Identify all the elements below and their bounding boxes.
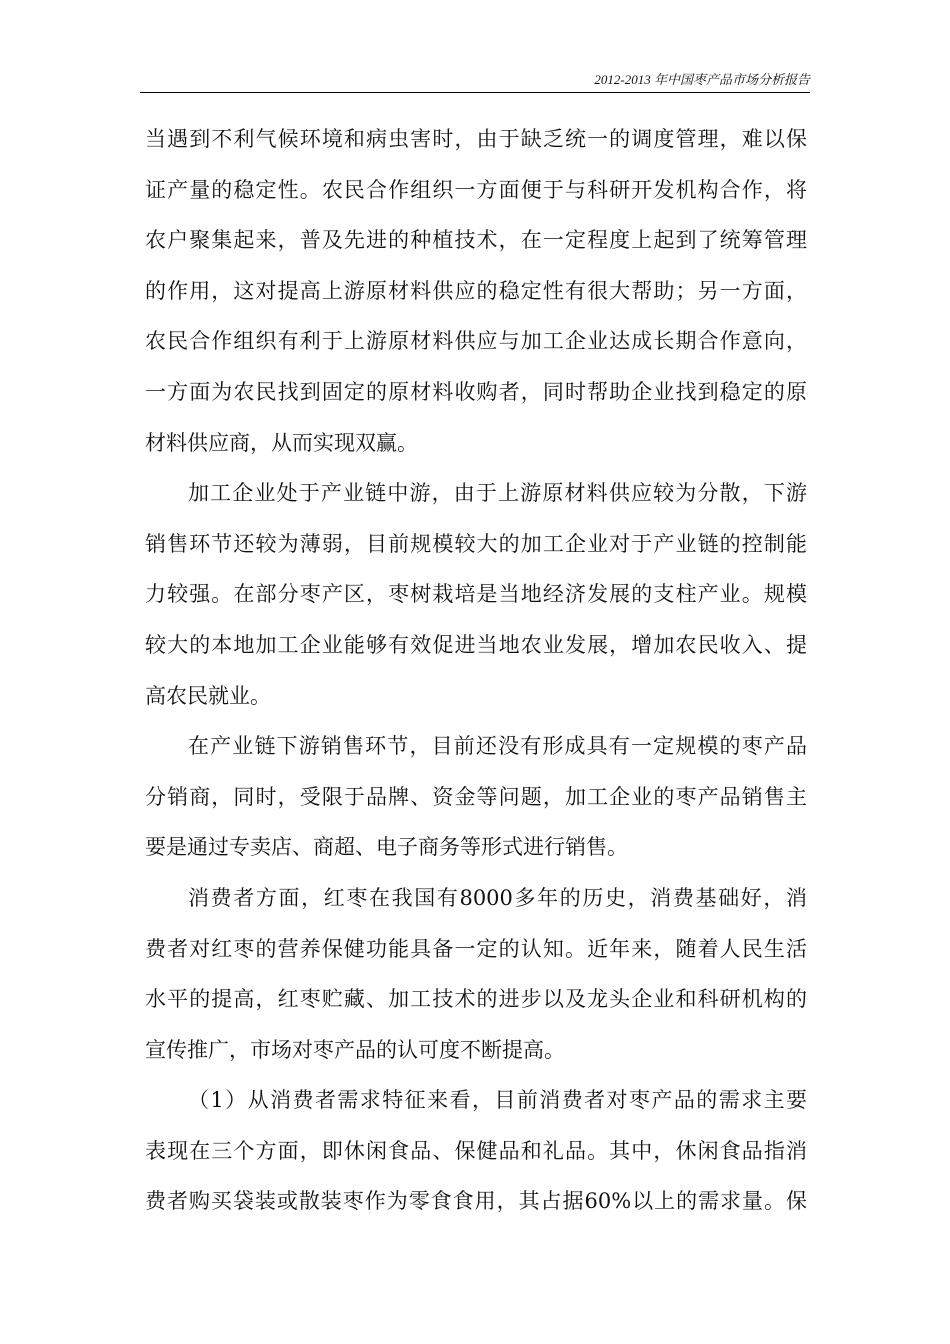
text-line: 高农民就业。 [145,683,271,708]
text-line: 农户聚集起来，普及先进的种植技术，在一定程度上起到了统筹管理 [145,228,807,253]
text-line: 当遇到不利气候环境和病虫害时，由于缺乏统一的调度管理，难以保 [145,127,807,151]
text-line: 证产量的稳定性。农民合作组织一方面便于与科研开发机构合作，将 [145,177,807,202]
text-line: 消费者方面，红枣在我国有8000多年的历史，消费基础好，消 [188,885,807,910]
document-body [145,114,807,1227]
text-line: 销售环节还较为薄弱，目前规模较大的加工企业对于产业链的控制能 [145,531,807,556]
text-line: 水平的提高，红枣贮藏、加工技术的进步以及龙头企业和科研机构的 [145,987,807,1012]
text-line: 材料供应商，从而实现双赢。 [145,430,418,455]
header-title: 2012-2013 年中国枣产品市场分析报告 [594,72,810,87]
text-line: 较大的本地加工企业能够有效促进当地农业发展，增加农民收入、提 [145,632,807,657]
text-line: 表现在三个方面，即休闲食品、保健品和礼品。其中，休闲食品指消 [145,1138,807,1163]
text-line: 在产业链下游销售环节，目前还没有形成具有一定规模的枣产品 [188,734,807,759]
page-header [140,72,810,93]
text-line: 的作用，这对提高上游原材料供应的稳定性有很大帮助；另一方面， [145,278,807,303]
text-line: 力较强。在部分枣产区，枣树栽培是当地经济发展的支柱产业。规模 [145,582,807,607]
text-line: 农民合作组织有利于上游原材料供应与加工企业达成长期合作意向， [145,329,807,354]
text-line: 费者购买袋装或散装枣作为零食食用，其占据60%以上的需求量。保 [145,1189,807,1214]
text-line: 宣传推广，市场对枣产品的认可度不断提高。 [145,1037,565,1062]
text-line: 分销商，同时，受限于品牌、资金等问题，加工企业的枣产品销售主 [145,784,807,809]
text-line: 一方面为农民找到固定的原材料收购者，同时帮助企业找到稳定的原 [145,379,807,404]
text-line: 费者对红枣的营养保健功能具备一定的认知。近年来，随着人民生活 [145,936,807,961]
text-line: 加工企业处于产业链中游，由于上游原材料供应较为分散，下游 [188,481,807,506]
text-line: （1）从消费者需求特征来看，目前消费者对枣产品的需求主要 [188,1088,807,1113]
text-line: 要是通过专卖店、商超、电子商务等形式进行销售。 [145,835,628,860]
